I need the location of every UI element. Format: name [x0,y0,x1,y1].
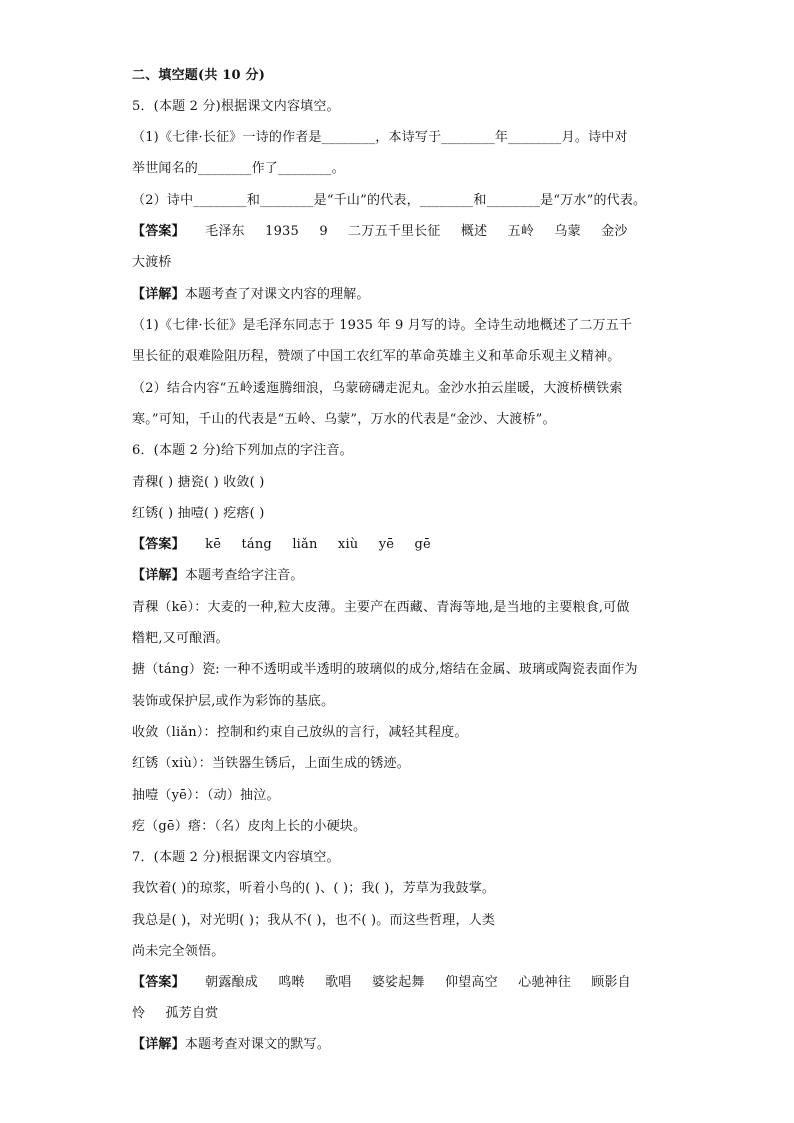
q6-explain-2a: 搪（táng）瓷: 一种不透明或半透明的玻璃似的成分,熔结在金属、玻璃或陶瓷表面作为 [132,662,638,677]
q7-answer: 朝露酿成 [205,975,258,990]
q5-part1-line1: （1)《七律·长征》一诗的作者是________，本诗写于________年________月。诗中对 [132,130,628,145]
q6-row2: 红锈( ) 抽噎( ) 疙瘩( ) [132,506,265,521]
q5-detail-1b: 里长征的艰难险阻历程，赞颂了中国工农红军的革命英雄主义和革命乐观主义精神。 [132,349,621,364]
q6-stem: 6．(本题 2 分)给下列加点的字注音。 [132,443,353,458]
detail-tag: 【详解】 [132,1037,185,1052]
detail-tag: 【详解】 [132,287,185,302]
q6-answer: xiù [337,537,359,552]
answer-tag: 【答案】 [132,224,185,239]
q6-detail-row [132,566,662,586]
q5-detail-row [132,285,662,305]
q5-detail: 本题考查了对课文内容的理解。 [184,287,370,302]
q7-line1: 我饮着( )的琼浆，听着小鸟的( )、( )；我( )，芳草为我鼓掌。 [132,881,496,896]
q5-part2: （2）诗中________和________是“千山”的代表，________和________是“万水”的代表。 [132,193,647,208]
q7-answer: 鸣啭 [278,975,305,990]
q7-answer: 歌唱 [325,975,352,990]
q7-detail: 本题考查对课文的默写。 [184,1037,331,1052]
q5-stem: 5．(本题 2 分)根据课文内容填空。 [132,99,340,114]
answer-tag: 【答案】 [132,537,185,552]
q7-answer: 心驰神往 [518,975,571,990]
q5-answer: 乌蒙 [554,224,581,239]
q6-explain-4: 红锈（xiù）：当铁器生锈后，上面生成的锈迹。 [132,756,410,771]
q7-answer: 仰望高空 [444,975,498,990]
q5-answer: 1935 [265,224,299,239]
q6-explain-2b: 装饰或保护层,或作为彩饰的基底。 [132,694,335,709]
q5-detail-2a: （2）结合内容“五岭逶迤腾细浪，乌蒙磅礴走泥丸。金沙水拍云崖暖，大渡桥横铁索 [132,381,623,396]
q5-answer: 金沙 [601,224,628,239]
q5-answer-row [132,222,662,242]
q6-answer: yē [378,537,395,552]
q6-explain-1a: 青稞（kē）：大麦的一种,粒大皮薄。主要产在西藏、青海等地,是当地的主要粮食,可做 [132,600,630,615]
q6-answer: liǎn [292,537,318,552]
q5-answer: 毛泽东 [205,224,245,239]
q6-explain-1b: 糌粑,又可酿酒。 [132,631,229,646]
q6-row1: 青稞( ) 搪瓷( ) 收敛( ) [132,475,265,490]
q5-answer: 概述 [460,224,488,239]
q7-line3: 尚未完全领悟。 [132,944,225,959]
q5-detail-2b: 寒。”可知，千山的代表是“五岭、乌蒙”，万水的代表是“金沙、大渡桥”。 [132,412,556,427]
q6-explain-3: 收敛（liǎn）：控制和约束自己放纵的言行，减轻其程度。 [132,725,468,740]
q7-answer: 怜 [132,1006,146,1021]
q7-answer-row [132,973,662,993]
q7-answer-continued [132,1004,662,1024]
answer-tag: 【答案】 [132,975,185,990]
q7-stem: 7．(本题 2 分)根据课文内容填空。 [132,850,340,865]
q5-answer: 二万五千里长征 [348,224,441,239]
q5-answer: 五岭 [507,224,535,239]
q6-answer: gē [414,537,431,552]
q5-answer: 9 [319,224,328,239]
q7-detail-row [132,1035,662,1055]
q7-answer: 孤芳自赏 [165,1006,219,1021]
q5-part1-line2: 举世闻名的________作了________。 [132,161,345,176]
q6-explain-5: 抽噎（yē）：（动）抽泣。 [132,788,280,803]
section-title: 二、填空题(共 10 分) [132,68,266,83]
q7-answer: 顾影自 [591,975,631,990]
q6-explain-6: 疙（gē）瘩：（名）皮肉上长的小硬块。 [132,819,367,834]
q6-answer: kē [205,537,222,552]
q6-detail: 本题考查给字注音。 [184,568,304,583]
q5-answer-continued: 大渡桥 [132,255,172,270]
q6-answer-row [132,535,662,555]
q7-line2: 我总是( )，对光明( )；我从不( )，也不( )。而这些哲理，人类 [132,913,496,928]
q5-detail-1a: （1)《七律·长征》是毛泽东同志于 1935 年 9 月写的诗。全诗生动地概述了二万五千 [132,318,633,333]
q7-answer: 婆娑起舞 [371,975,425,990]
q6-answer: táng [241,537,272,552]
detail-tag: 【详解】 [132,568,185,583]
